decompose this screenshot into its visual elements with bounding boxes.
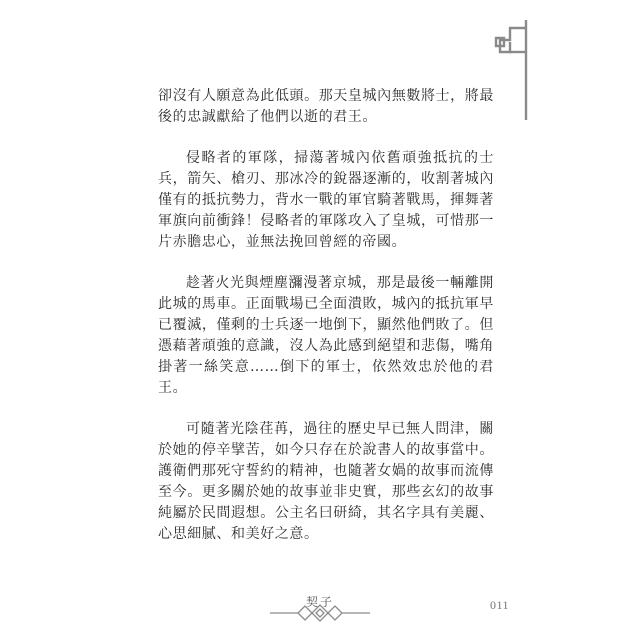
- corner-ornament-icon: [488, 20, 528, 125]
- paragraph: 卻沒有人願意為此低頭。那天皇城內無數將士，將最後的忠誠獻給了他們以逝的君王。: [158, 88, 494, 125]
- paragraph: 侵略者的軍隊，掃蕩著城內依舊頑強抵抗的士兵，箭矢、槍刃、那冰冷的銳器逐漸的，收割著城內僅有的抵抗勢力，背水一戰的軍官騎著戰馬，揮舞著軍旗向前衝鋒！侵略者的軍隊攻入了皇城，可惜那一片赤膽忠心，並無法挽回曾經的帝國。: [158, 150, 494, 250]
- page-number: 011: [490, 598, 510, 612]
- paragraph: 可隨著光陰荏苒，過往的歷史早已無人問津，關於她的停辛擘苦，如今只存在於說書人的故事當中。護衛們那死守誓約的精神，也隨著女媧的故事而流傳至今。更多關於她的故事並非史實，那些玄幻的故事純屬於民間遐想。公主名曰研綺，其名字具有美麗、心思細膩、和美好之意。: [158, 421, 494, 542]
- footer-ornament-icon: [268, 604, 372, 622]
- chapter-title: 契子: [305, 595, 334, 609]
- paragraph: 趁著火光與煙塵瀰漫著京城，那是最後一輛離開此城的馬車。正面戰場已全面潰敗，城內的抵抗軍早已覆滅，僅剩的士兵逐一地倒下，顯然他們敗了。但憑藉著頑強的意識，沒人為此感到絕望和悲傷，嘴角掛著一絲笑意……倒下的軍士，依然效忠於他的君王。: [158, 275, 494, 396]
- body-text: [158, 86, 494, 565]
